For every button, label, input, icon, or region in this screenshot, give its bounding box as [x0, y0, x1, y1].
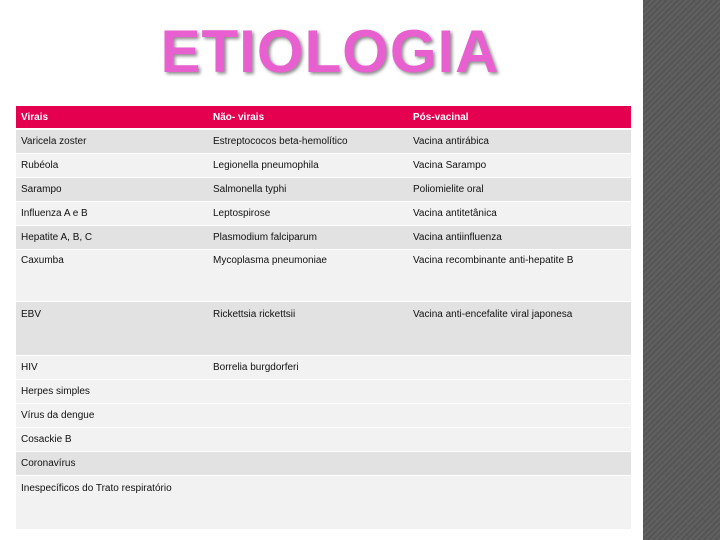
table-cell: Vacina Sarampo	[408, 154, 631, 178]
side-band-divider	[640, 0, 643, 540]
table-cell	[408, 356, 631, 380]
etiology-table	[16, 106, 631, 530]
table-cell: Borrelia burgdorferi	[208, 356, 408, 380]
table-cell	[208, 404, 408, 428]
decorative-side-band	[640, 0, 720, 540]
table-cell: Vacina antirábica	[408, 129, 631, 154]
header-row	[16, 106, 631, 129]
table-cell: HIV	[16, 356, 208, 380]
table-cell: Varicela zoster	[16, 129, 208, 154]
table-cell: Vacina antiinfluenza	[408, 226, 631, 250]
table-cell: Herpes simples	[16, 380, 208, 404]
table-cell	[408, 404, 631, 428]
table-cell: Estreptococos beta-hemolítico	[208, 129, 408, 154]
table-row	[16, 476, 631, 530]
etiology-table-container	[16, 106, 631, 530]
table-row	[16, 129, 631, 154]
table-row	[16, 356, 631, 380]
table-cell	[208, 452, 408, 476]
table-row	[16, 250, 631, 302]
table-cell: Mycoplasma pneumoniae	[208, 250, 408, 302]
table-cell: Hepatite A, B, C	[16, 226, 208, 250]
table-cell: Rickettsia rickettsii	[208, 302, 408, 356]
table-cell	[408, 380, 631, 404]
table-row	[16, 178, 631, 202]
table-row	[16, 452, 631, 476]
table-cell	[408, 476, 631, 530]
table-cell: Vacina antitetânica	[408, 202, 631, 226]
table-cell: EBV	[16, 302, 208, 356]
table-cell: Poliomielite oral	[408, 178, 631, 202]
table-row	[16, 380, 631, 404]
table-cell: Legionella pneumophila	[208, 154, 408, 178]
table-row	[16, 154, 631, 178]
table-cell: Caxumba	[16, 250, 208, 302]
table-cell	[208, 476, 408, 530]
table-row	[16, 404, 631, 428]
table-cell	[208, 380, 408, 404]
table-cell: Vírus da dengue	[16, 404, 208, 428]
table-row	[16, 202, 631, 226]
table-cell: Rubéola	[16, 154, 208, 178]
table-cell: Influenza A e B	[16, 202, 208, 226]
table-cell: Sarampo	[16, 178, 208, 202]
table-cell: Coronavírus	[16, 452, 208, 476]
slide-title: ETIOLOGIA	[160, 18, 500, 85]
table-cell: Leptospirose	[208, 202, 408, 226]
table-cell: Vacina anti-encefalite viral japonesa	[408, 302, 631, 356]
table-cell: Vacina recombinante anti-hepatite B	[408, 250, 631, 302]
table-cell	[208, 428, 408, 452]
table-cell: Inespecíficos do Trato respiratório	[16, 476, 208, 530]
table-cell: Salmonella typhi	[208, 178, 408, 202]
header-virais: Virais	[16, 106, 208, 129]
header-nao-virais: Não- virais	[208, 106, 408, 129]
header-pos-vacinal: Pós-vacinal	[408, 106, 631, 129]
table-cell: Plasmodium falciparum	[208, 226, 408, 250]
table-cell	[408, 452, 631, 476]
table-row	[16, 302, 631, 356]
table-cell: Cosackie B	[16, 428, 208, 452]
table-row	[16, 226, 631, 250]
table-row	[16, 428, 631, 452]
table-cell	[408, 428, 631, 452]
